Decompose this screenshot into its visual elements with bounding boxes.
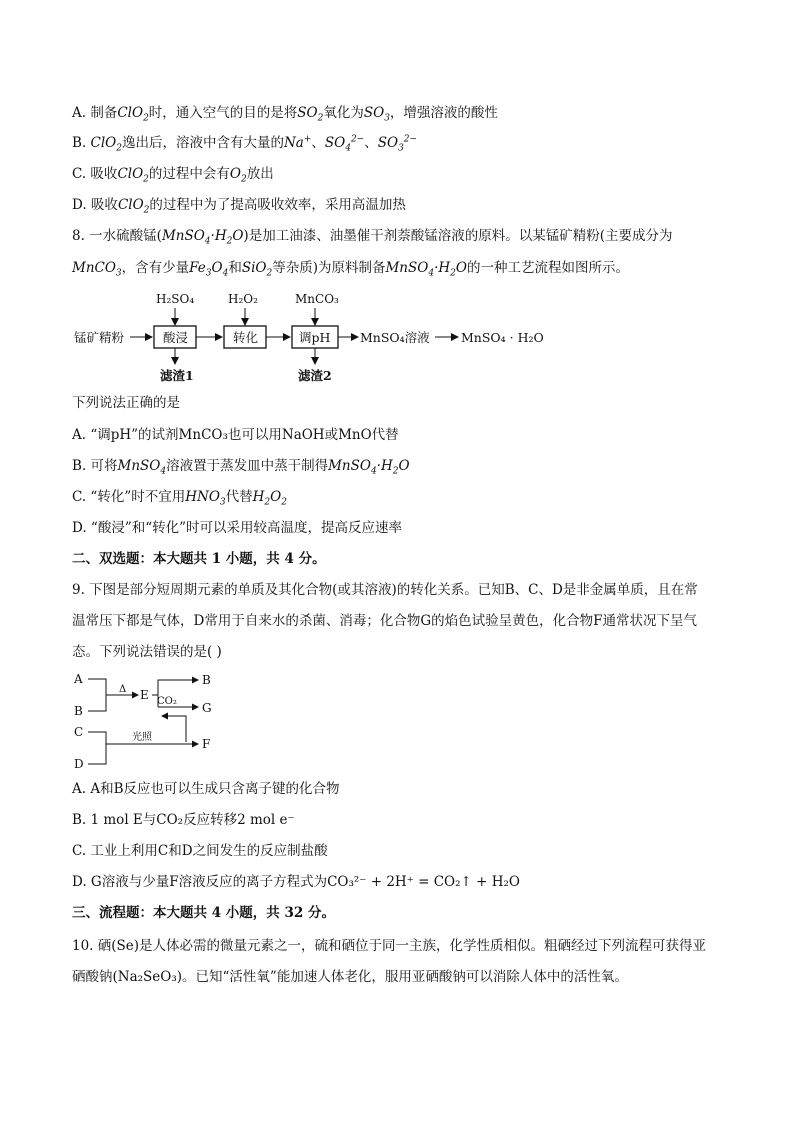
svg-text:光照: 光照 (132, 732, 152, 743)
node-g: G (202, 701, 212, 715)
q9-stem-line1: 9. 下图是部分短周期元素的单质及其化合物(或其溶液)的转化关系。已知B、C、D是非金属单质，且在常 (72, 582, 698, 598)
node-e: E (140, 688, 149, 702)
q8-option-d: D. “酸浸”和“转化”时可以采用较高温度，提高反应速率 (72, 520, 403, 536)
node-a: A (74, 672, 83, 686)
node-f: F (202, 737, 211, 751)
q7-option-c: C. 吸收ClO$_2$的过程中会有$O_2$放出 (72, 166, 274, 185)
svg-text:转化: 转化 (233, 330, 259, 345)
svg-text:Δ: Δ (119, 684, 127, 695)
svg-text:CO₂: CO₂ (157, 696, 177, 707)
input-ore: 锰矿精粉 (74, 330, 125, 345)
reagent-h2o2: H₂O₂ (228, 292, 258, 306)
q9-stem-line2: 温常压下都是气体，D常用于自来水的杀菌、消毒；化合物G的焰色试验呈黄色，化合物F通常状况下呈气 (72, 613, 697, 629)
node-c: C (74, 725, 84, 739)
section-2-heading: 二、双选题：本大题共 1 小题，共 4 分。 (72, 551, 326, 567)
svg-text:酸浸: 酸浸 (163, 330, 189, 345)
q9-option-d: D. G溶液与少量F溶液反应的离子方程式为CO₃²⁻ + 2H⁺ = CO₂↑ + H₂O (72, 874, 520, 890)
q10-stem-line2: 硒酸钠(Na₂SeO₃)。已知“活性氧”能加速人体老化，服用亚硒酸钠可以消除人体中的活性氧。 (72, 969, 628, 985)
output-solution: MnSO₄溶液 (360, 330, 430, 345)
q7-option-d: D. 吸收ClO$_2$的过程中为了提高吸收效率，采用高温加热 (72, 197, 406, 216)
q8-option-b: B. 可将MnSO$_4$溶液置于蒸发皿中蒸干制得$MnSO_4\cdot H_2O$ (72, 458, 410, 477)
q7-option-b: B. ClO$_2$逸出后，溶液中含有大量的Na+、$SO_4^{2-}$、$SO_3^{2-}$ (72, 134, 418, 154)
q10-stem-line1: 10. 硒(Se)是人体必需的微量元素之一，硫和硒位于同一主族，化学性质相似。粗硒经过下列流程可获得亚 (72, 938, 707, 954)
node-b: B (74, 704, 83, 718)
reagent-mnco3: MnCO₃ (295, 292, 339, 306)
residue-1: 滤渣1 (160, 368, 194, 383)
node-b-out: B (202, 673, 211, 687)
q8-stem-line2: MnCO$_3$，含有少量$Fe_3O_4$和SiO$_2$等杂质)为原料制备$MnSO_4\cdot H_2O$的一种工艺流程如图所示。 (72, 260, 629, 279)
q8-option-a: A. “调pH”的试剂MnCO₃也可以用NaOH或MnO代替 (72, 427, 399, 443)
q9-option-c: C. 工业上利用C和D之间发生的反应制盐酸 (72, 843, 328, 859)
q8-stem-line1: 8. 一水硫酸锰$(MnSO_4\cdot H_2O)$是加工油漆、油墨催干剂萘酸锰溶液的原料。以某锰矿精粉(主要成分为 (72, 228, 673, 247)
q8-flow-diagram (70, 288, 570, 388)
q9-diagram (70, 668, 230, 773)
node-d: D (74, 757, 84, 771)
q9-option-b: B. 1 mol E与CO₂反应转移2 mol e⁻ (72, 812, 295, 828)
q7-option-a: A. 制备ClO$_2$时，通入空气的目的是将$SO_2$氧化为$SO_3$，增强溶液的酸性 (72, 105, 498, 124)
section-3-heading: 三、流程题：本大题共 4 小题，共 32 分。 (72, 905, 335, 921)
q9-stem-line3: 态。下列说法错误的是( ) (72, 644, 222, 660)
reagent-h2so4: H₂SO₄ (156, 292, 195, 306)
q8-question: 下列说法正确的是 (72, 395, 180, 411)
q9-option-a: A. A和B反应也可以生成只含离子键的化合物 (72, 781, 340, 797)
residue-2: 滤渣2 (298, 368, 332, 383)
q8-option-c: C. “转化”时不宜用$HNO_3$代替$H_2O_2$ (72, 489, 287, 508)
svg-text:调pH: 调pH (299, 330, 331, 345)
output-product: MnSO₄ · H₂O (461, 330, 544, 345)
